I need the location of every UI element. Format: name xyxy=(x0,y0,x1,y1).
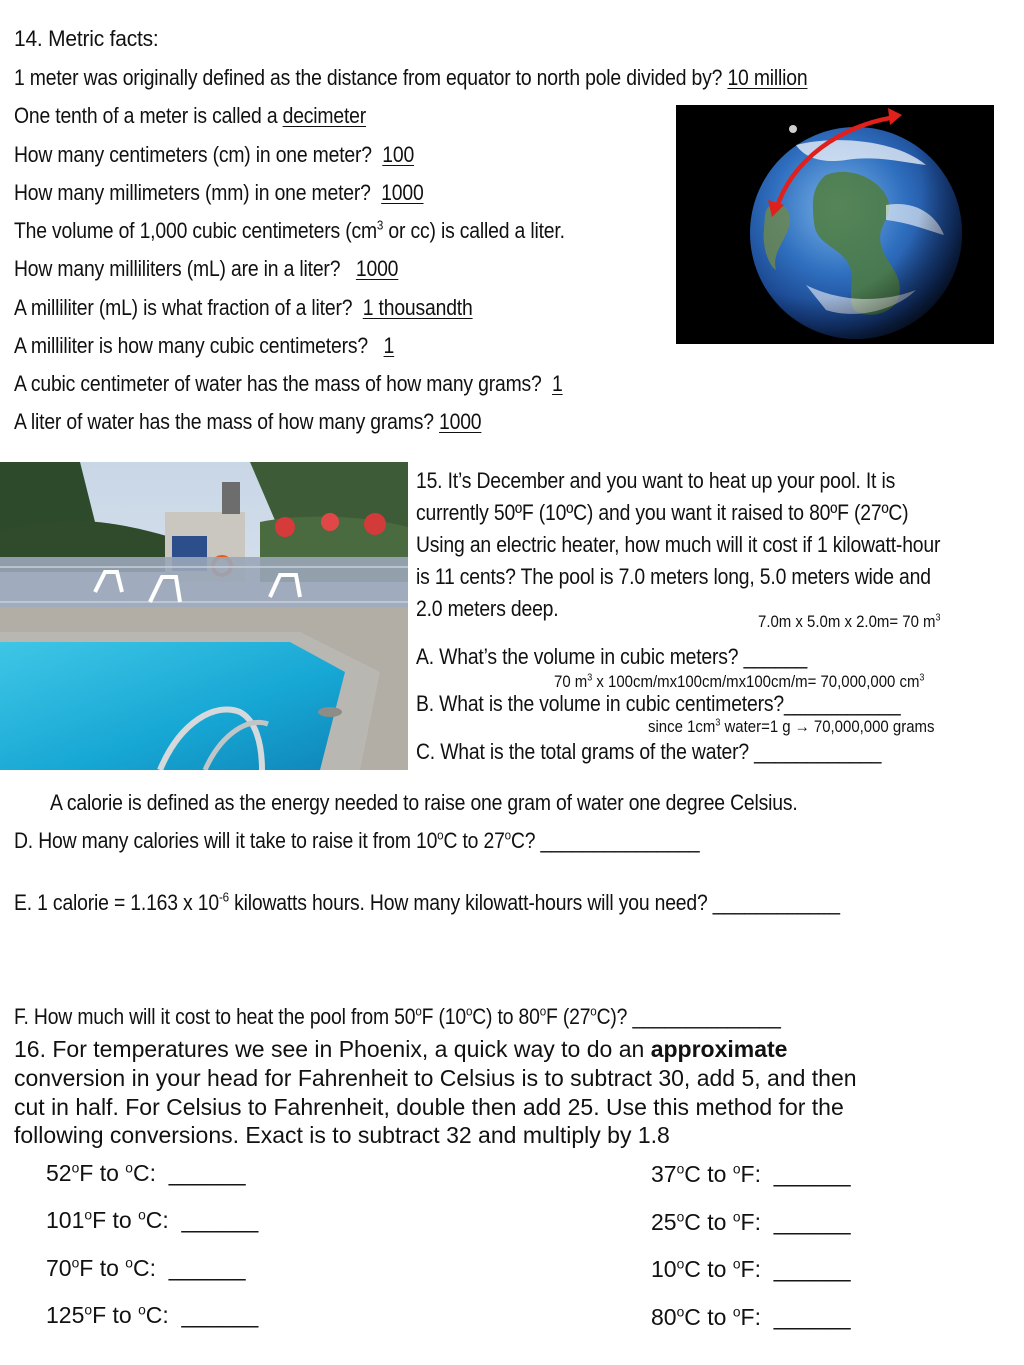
section-16-intro-line-3: cut in half. For Celsius to Fahrenheit, double then add 25. Use this method for the xyxy=(14,1094,844,1120)
superscript: 3 xyxy=(376,217,384,233)
note-volume-cubic-cm xyxy=(554,672,924,692)
metric-line-3 xyxy=(14,142,414,168)
section-15-intro-line-3: Using an electric heater, how much will it cost if 1 kilowatt-hour xyxy=(416,532,941,557)
question-text: C to 27 xyxy=(443,828,505,853)
answer-text: 1000 xyxy=(355,256,399,281)
note-text: water=1 g xyxy=(720,717,795,736)
question-d xyxy=(14,828,699,854)
conversion-f-to-c-1 xyxy=(46,1160,246,1187)
metric-line-2 xyxy=(14,103,366,129)
question-text: A liter of water has the mass of how many grams? xyxy=(14,409,434,434)
intro-text: 16. For temperatures we see in Phoenix, a quick way to do an xyxy=(14,1036,651,1062)
conversion-label: C to xyxy=(684,1161,733,1187)
metric-line-7 xyxy=(14,333,394,359)
conversion-value: 10 xyxy=(651,1256,677,1282)
intro-bold-word: approximate xyxy=(650,1036,788,1062)
conversion-value: 101 xyxy=(46,1207,85,1233)
conversion-label: C: xyxy=(132,1255,156,1281)
metric-line-8 xyxy=(14,371,563,397)
answer-blank: ______ xyxy=(773,1161,851,1187)
answer-blank: ______ xyxy=(773,1256,851,1282)
degree-sign: o xyxy=(732,1161,741,1177)
degree-sign: o xyxy=(732,1209,741,1225)
question-text: How many centimeters (cm) in one meter? xyxy=(14,142,372,167)
question-text: C? _______________ xyxy=(510,828,700,853)
metric-line-6 xyxy=(14,295,473,321)
conversion-c-to-f-3 xyxy=(651,1256,851,1283)
conversion-value: 37 xyxy=(651,1161,677,1187)
question-text: One tenth of a meter is called a xyxy=(14,103,278,128)
degree-sign: o xyxy=(84,1207,93,1223)
degree-sign: o xyxy=(138,1207,146,1223)
question-c: C. What is the total grams of the water? ____________ xyxy=(416,739,882,764)
degree-sign: o xyxy=(676,1161,685,1177)
answer-blank: ______ xyxy=(181,1302,259,1328)
answer-text: 1000 xyxy=(439,409,482,434)
answer-blank: ______ xyxy=(773,1304,851,1330)
section-16-intro-line-4: following conversions. Exact is to subtract 32 and multiply by 1.8 xyxy=(14,1122,670,1148)
question-text: How many millimeters (mm) in one meter? xyxy=(14,180,371,205)
pool-image xyxy=(0,462,408,770)
degree-sign: o xyxy=(539,1003,546,1019)
degree-sign: o xyxy=(125,1255,133,1271)
metric-line-1 xyxy=(14,65,807,91)
question-text: C)? ______________ xyxy=(596,1004,781,1029)
superscript: -6 xyxy=(218,889,229,905)
answer-blank: ______ xyxy=(773,1209,851,1235)
answer-blank: ______ xyxy=(181,1207,259,1233)
conversion-label: F to xyxy=(92,1302,139,1328)
conversion-value: 25 xyxy=(651,1209,677,1235)
answer-text: 1000 xyxy=(381,180,424,205)
metric-line-5 xyxy=(14,256,398,282)
question-text: D. How many calories will it take to raise it from 10 xyxy=(14,828,438,853)
note-grams xyxy=(648,717,934,737)
answer-text: 1 xyxy=(552,371,563,396)
note-text: 70 m xyxy=(554,672,588,691)
answer-text: 1 xyxy=(383,333,395,358)
conversion-label: F: xyxy=(740,1256,761,1282)
conversion-label: C to xyxy=(684,1304,733,1330)
question-a: A. What’s the volume in cubic meters? ______ xyxy=(416,644,808,669)
section-15-intro-line-4: is 11 cents? The pool is 7.0 meters long, 5.0 meters wide and xyxy=(416,564,931,589)
question-text: F (10 xyxy=(421,1004,466,1029)
conversion-c-to-f-1 xyxy=(651,1161,851,1188)
question-text: How many milliliters (mL) are in a liter? xyxy=(14,256,341,281)
question-text: A milliliter is how many cubic centimeters? xyxy=(14,333,368,358)
conversion-c-to-f-4 xyxy=(651,1304,851,1331)
note-text: 7.0m x 5.0m x 2.0m= 70 m xyxy=(758,612,936,631)
conversion-label: C: xyxy=(145,1302,169,1328)
section-14-heading: 14. Metric facts: xyxy=(14,26,159,51)
degree-sign: o xyxy=(732,1256,741,1272)
answer-text: 1 thousandth xyxy=(362,295,473,320)
conversion-value: 70 xyxy=(46,1255,72,1281)
volume-text-before: The volume of 1,000 cubic centimeters (cm xyxy=(14,218,377,243)
pool-illustration xyxy=(0,462,408,770)
conversion-label: C to xyxy=(684,1256,733,1282)
degree-sign: o xyxy=(676,1304,685,1320)
conversion-f-to-c-3 xyxy=(46,1255,246,1282)
note-text: 70,000,000 grams xyxy=(809,717,935,736)
degree-sign: o xyxy=(415,1003,422,1019)
conversion-label: F: xyxy=(740,1161,761,1187)
calorie-definition: A calorie is defined as the energy needed to raise one gram of water one degree Celsius. xyxy=(50,790,798,815)
section-16-intro-line-1 xyxy=(14,1036,787,1063)
question-text: F. How much will it cost to heat the pool from 50 xyxy=(14,1004,416,1029)
degree-sign: o xyxy=(676,1256,685,1272)
degree-sign: o xyxy=(732,1304,741,1320)
superscript: 3 xyxy=(919,672,925,684)
section-15-intro-line-2: currently 50ºF (10ºC) and you want it raised to 80ºF (27ºC) xyxy=(416,500,909,525)
question-text: F (27 xyxy=(545,1004,591,1029)
degree-sign: o xyxy=(590,1003,597,1019)
question-e xyxy=(14,890,840,916)
conversion-f-to-c-2 xyxy=(46,1207,258,1234)
degree-sign: o xyxy=(504,827,511,843)
earth-illustration xyxy=(676,105,994,344)
question-f xyxy=(14,1004,781,1030)
degree-sign: o xyxy=(84,1302,93,1318)
superscript: 3 xyxy=(935,612,941,624)
answer-text: 10 million xyxy=(727,65,808,90)
arrow-right-icon: → xyxy=(794,717,810,736)
note-text: x 100cm/mx100cm/mx100cm/m= 70,000,000 cm xyxy=(592,672,920,691)
conversion-value: 52 xyxy=(46,1160,72,1186)
question-text: 1 meter was originally defined as the distance from equator to north pole divided by? xyxy=(14,65,723,90)
answer-text: 100 xyxy=(382,142,415,167)
volume-text-after: or cc) is called a liter. xyxy=(383,218,565,243)
metric-line-volume xyxy=(14,218,565,244)
conversion-label: F: xyxy=(740,1209,761,1235)
answer-text: decimeter xyxy=(282,103,367,128)
conversion-label: C: xyxy=(132,1160,156,1186)
answer-blank: ______ xyxy=(168,1255,246,1281)
conversion-label: F to xyxy=(79,1255,126,1281)
degree-sign: o xyxy=(676,1209,685,1225)
earth-image xyxy=(676,105,994,344)
conversion-label: F to xyxy=(92,1207,139,1233)
conversion-value: 125 xyxy=(46,1302,85,1328)
metric-line-9 xyxy=(14,409,481,435)
section-15-intro-line-1: 15. It’s December and you want to heat up your pool. It is xyxy=(416,468,896,493)
degree-sign: o xyxy=(138,1302,146,1318)
question-text: A cubic centimeter of water has the mass of how many grams? xyxy=(14,371,542,396)
question-text: C) to 80 xyxy=(472,1004,540,1029)
superscript: 3 xyxy=(587,672,593,684)
note-text: since 1cm xyxy=(648,717,716,736)
answer-blank: ______ xyxy=(168,1160,246,1186)
degree-sign: o xyxy=(465,1003,473,1019)
section-16-intro-line-2: conversion in your head for Fahrenheit to Celsius is to subtract 30, add 5, and then xyxy=(14,1065,857,1091)
superscript: 3 xyxy=(715,717,721,729)
degree-sign: o xyxy=(71,1255,80,1271)
note-volume-cubic-meters xyxy=(758,612,941,632)
conversion-f-to-c-4 xyxy=(46,1302,258,1329)
question-text: kilowatts hours. How many kilowatt-hours will you need? ____________ xyxy=(228,890,840,915)
section-15-intro-line-5: 2.0 meters deep. xyxy=(416,596,559,621)
conversion-c-to-f-2 xyxy=(651,1209,851,1236)
question-text: A milliliter (mL) is what fraction of a liter? xyxy=(14,295,353,320)
conversion-label: C: xyxy=(145,1207,169,1233)
conversion-label: F to xyxy=(79,1160,126,1186)
metric-line-4 xyxy=(14,180,424,206)
conversion-label: C to xyxy=(684,1209,733,1235)
degree-sign: o xyxy=(437,827,444,843)
question-b: B. What is the volume in cubic centimeters?___________ xyxy=(416,691,901,716)
conversion-value: 80 xyxy=(651,1304,677,1330)
question-text: E. 1 calorie = 1.163 x 10 xyxy=(14,890,219,915)
degree-sign: o xyxy=(125,1160,133,1176)
degree-sign: o xyxy=(71,1160,80,1176)
conversion-label: F: xyxy=(740,1304,761,1330)
